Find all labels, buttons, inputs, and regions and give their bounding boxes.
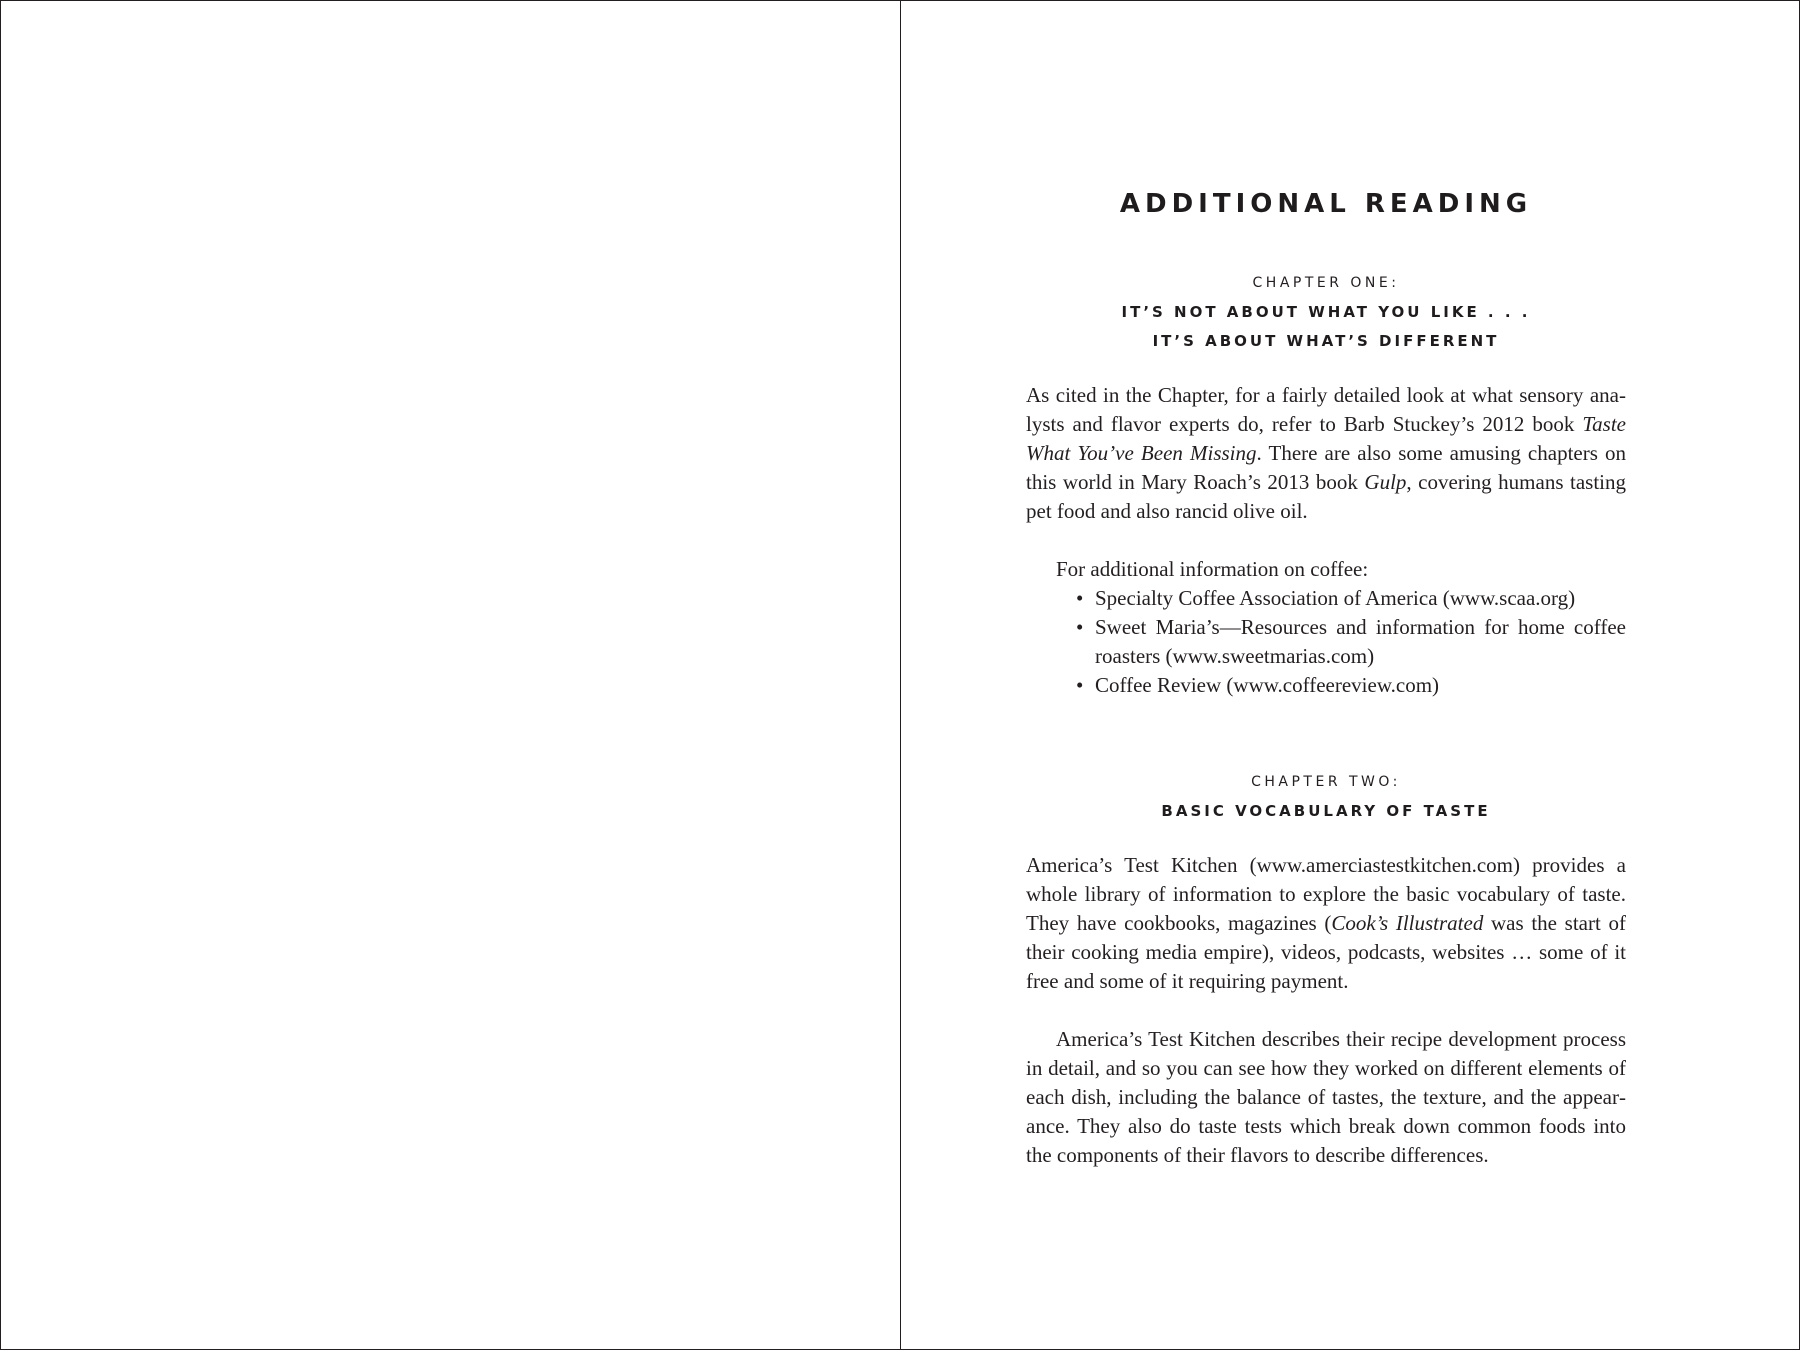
right-page (901, 1, 1799, 1349)
list-item-text: Specialty Coffee Association of America (www.scaa.org) (1095, 586, 1576, 610)
magazine-title-cooks-illustrated: Cook’s Illustrated (1331, 911, 1484, 935)
chapter-two-title: BASIC VOCABULARY OF TASTE (1161, 802, 1491, 820)
book-title-taste: Taste What You’ve Been Missing (1026, 412, 1626, 465)
coffee-resource-list (1026, 584, 1626, 700)
left-page-blank (1, 1, 900, 1349)
list-item (1076, 613, 1626, 671)
bullet-icon: • (1076, 586, 1084, 610)
bullet-icon: • (1076, 673, 1084, 697)
list-item (1076, 671, 1626, 700)
list-item (1076, 584, 1626, 613)
paragraph-text: . There are also some amusing chapters on this world in Mary Roach’s 2013 book (1026, 441, 1626, 494)
coffee-list-intro: For additional information on coffee: (1056, 557, 1369, 581)
list-item-text: Coffee Review (www.coffeereview.com) (1095, 673, 1440, 697)
bullet-icon: • (1076, 615, 1084, 639)
paragraph-text: As cited in the Chapter, for a fairly detailed look at what sensory analysts and flavor experts do, refer to Barb Stuckey’s 2012 book (1026, 383, 1626, 436)
paragraph-text: America’s Test Kitchen (www.amerciastestkitchen.com) provides a whole library of information to explore the basic vocabulary of taste. They have cookbooks, magazines ( (1026, 853, 1626, 935)
chapter-one-paragraph (1026, 381, 1626, 526)
chapter-two-paragraph-1 (1026, 851, 1626, 996)
list-item-text: Sweet Maria’s—Resources and information for home coffee roasters (www.sweetmarias.com) (1095, 615, 1626, 668)
text-block (1026, 185, 1626, 1170)
page-title: ADDITIONAL READING (1119, 189, 1533, 219)
book-title-gulp: Gulp (1364, 470, 1407, 494)
chapter-one-label: CHAPTER ONE: (1252, 275, 1400, 291)
chapter-one-title-line1: IT’S NOT ABOUT WHAT YOU LIKE . . . (1121, 303, 1531, 321)
chapter-two-paragraph-2: America’s Test Kitchen describes their recipe development process in detail, and so you can see how they worked on different elements of each dish, including the balance of tastes, the texture, and the appearance. They also do taste tests which break down common foods into the components of their flavors to describe differences. (1026, 1027, 1626, 1167)
chapter-two-label: CHAPTER TWO: (1251, 774, 1401, 790)
paragraph-text: was the start of their cooking media empire), videos, podcasts, websites … some of it free and some of it requiring payment. (1026, 911, 1626, 993)
chapter-one-title-line2: IT’S ABOUT WHAT’S DIFFERENT (1152, 332, 1500, 350)
paragraph-text: , covering humans tasting pet food and also rancid olive oil. (1026, 470, 1627, 523)
